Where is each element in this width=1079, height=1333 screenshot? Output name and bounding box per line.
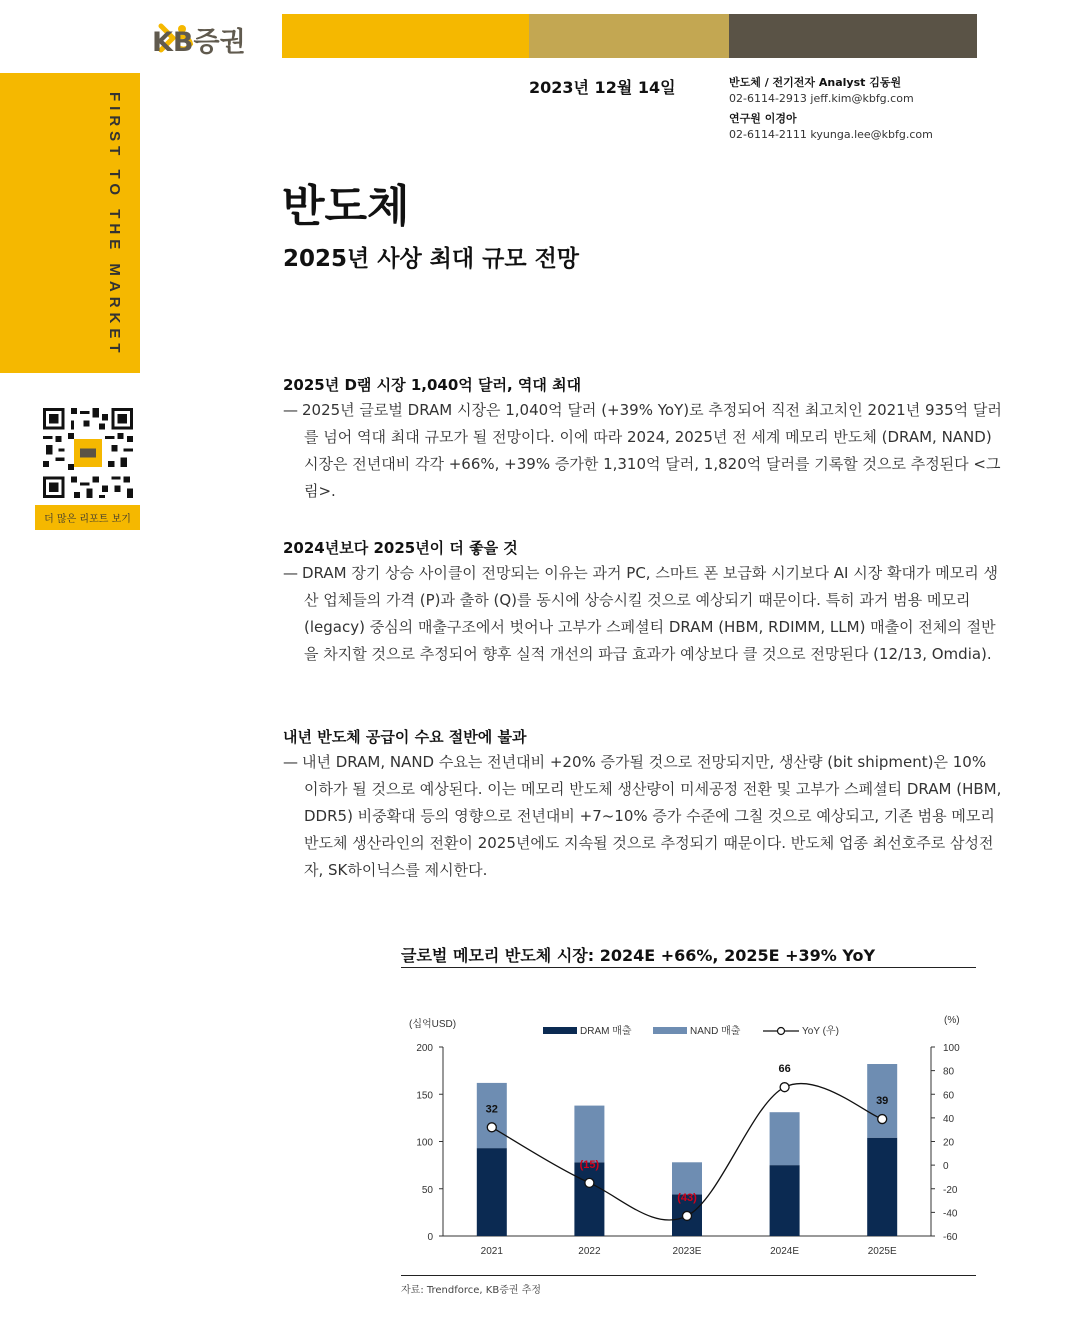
right-tick-label: -40 xyxy=(943,1208,958,1220)
right-tick-label: 60 xyxy=(943,1090,955,1102)
researcher-contact[interactable]: 02-6114-2111 kyunga.lee@kbfg.com xyxy=(729,128,933,141)
header-band-gold xyxy=(529,14,729,58)
dram-bar-2022 xyxy=(574,1162,604,1236)
researcher-title: 연구원 이경아 xyxy=(729,112,797,125)
nand-bar-2021 xyxy=(477,1083,507,1148)
left-tick-label: 100 xyxy=(416,1137,433,1149)
yoy-point-2025E xyxy=(878,1115,887,1124)
more-reports-button[interactable]: 더 많은 리포트 보기 xyxy=(35,505,140,530)
yoy-point-2024E xyxy=(780,1083,789,1092)
figure-title: 글로벌 메모리 반도체 시장: 2024E +66%, 2025E +39% YoY xyxy=(401,946,876,965)
left-tick-label: 0 xyxy=(427,1232,433,1243)
left-tick-label: 200 xyxy=(416,1043,433,1054)
right-tick-label: 20 xyxy=(943,1137,955,1149)
nand-bar-2023E xyxy=(672,1162,702,1194)
report-subtitle: 2025년 사상 최대 규모 전망 xyxy=(283,246,580,272)
yoy-point-2023E xyxy=(683,1211,692,1220)
x-tick-label: 2025E xyxy=(867,1246,897,1257)
yoy-label-2025E: 39 xyxy=(876,1095,889,1108)
report-title: 반도체 xyxy=(282,181,410,232)
section-body-2: — DRAM 장기 상승 사이클이 전망되는 이유는 과거 PC, 스마트 폰 보급화 시기보다 AI 시장 확대가 메모리 생산 업체들의 가격 (P)과 출하 (Q)를 동시에 상승시킬 것으로 예상되기 때문이다. 특히 과거 범용 메모리 (legacy) 중심의 매출구조에서 벗어나 고부가 스페셜티 DRAM (HBM, RDIMM, LLM) 매출이 전체의 절반을 차지할 것으로 추정되어 향후 실적 개선의 파급 효과가 예상보다 클 것으로 전망된다 (12/13, Omdia). xyxy=(283,564,998,663)
yoy-point-2021 xyxy=(487,1123,496,1132)
legend-label-3: YoY (우) xyxy=(802,1026,839,1037)
right-tick-label: 100 xyxy=(943,1043,960,1054)
x-tick-label: 2022 xyxy=(578,1246,601,1257)
yoy-label-2023E: (43) xyxy=(677,1191,697,1204)
right-tick-label: -60 xyxy=(943,1232,958,1243)
yoy-label-2022: (15) xyxy=(579,1158,600,1171)
figure-bottom-rule xyxy=(401,1275,976,1276)
nand-bar-2022 xyxy=(574,1106,604,1163)
section-body-3: — 내년 DRAM, NAND 수요는 전년대비 +20% 증가될 것으로 전망되지만, 생산량 (bit shipment)은 10% 이하가 될 것으로 예상된다. 이는 메모리 반도체 생산량이 미세공정 전환 및 고부가 스페셜티 DRAM (HBM, DDR5) 비중확대 등의 영향으로 전년대비 +7~10% 증가 수준에 그칠 것으로 예상되고, 기존 범용 메모리 반도체 생산라인의 전환이 2025년에도 지속될 것으로 추정되기 때문이다. 반도체 업종 최선호주로 삼성전자, SK하이닉스를 제시한다. xyxy=(283,753,1002,879)
right-tick-label: -20 xyxy=(943,1184,958,1196)
header-band-yellow xyxy=(282,14,529,58)
yoy-label-2024E: 66 xyxy=(778,1063,791,1076)
analyst-title: 반도체 / 전기전자 Analyst 김동원 xyxy=(729,76,902,89)
section-body-1: — 2025년 글로벌 DRAM 시장은 1,040억 달러 (+39% YoY)로 추정되어 직전 최고치인 2021년 935억 달러를 넘어 역대 최대 규모가 될 전망이다. 이에 따라 2024, 2025년 전 세계 메모리 반도체 (DRAM, NAND) 시장은 전년대비 각각 +66%, +39% 증가한 1,310억 달러, 1,820억 달러를 기록할 것으로 추정된다 <그림>. xyxy=(283,401,1002,500)
section-heading-3: 내년 반도체 공급이 수요 절반에 불과 xyxy=(283,728,527,746)
header-band-dark xyxy=(729,14,977,58)
left-tick-label: 50 xyxy=(421,1184,433,1196)
yoy-label-2021: 32 xyxy=(485,1103,498,1116)
figure-top-rule xyxy=(401,967,976,968)
dram-bar-2021 xyxy=(477,1148,507,1236)
analyst-contact[interactable]: 02-6114-2913 jeff.kim@kbfg.com xyxy=(729,92,914,105)
legend-label-2: NAND 매출 xyxy=(690,1026,741,1037)
report-date: 2023년 12월 14일 xyxy=(529,78,676,97)
legend-marker xyxy=(778,1028,785,1035)
x-tick-label: 2024E xyxy=(770,1246,800,1257)
x-tick-label: 2021 xyxy=(480,1246,503,1257)
section-text-3: 내년 DRAM, NAND 수요는 전년대비 +20% 증가될 것으로 전망되지만, 생산량 (bit shipment)은 10% 이하가 될 것으로 예상된다. 이는 메모리 반도체 생산량이 미세공정 전환 및 고부가 스페셜티 DRAM (HBM, DDR5) 비중확대 등의 영향으로 전년대비 +7~10% 증가 수준에 그칠 것으로 예상되고, 기존 범용 메모리 반도체 생산라인의 전환이 2025년에도 지속될 것으로 추정되기 때문이다. 반도체 업종 최선호주로 삼성전자, SK하이닉스를 제시한다. xyxy=(302,753,1002,879)
section-heading-1: 2025년 D램 시장 1,040억 달러, 역대 최대 xyxy=(283,376,582,394)
right-tick-label: 0 xyxy=(943,1161,949,1173)
memory-market-chart xyxy=(401,1000,976,1268)
right-tick-label: 80 xyxy=(943,1066,955,1078)
legend-swatch-1 xyxy=(543,1027,577,1034)
legend-label-1: DRAM 매출 xyxy=(580,1026,632,1037)
qr-code-icon[interactable] xyxy=(43,408,133,498)
right-axis-unit: (%) xyxy=(944,1015,960,1026)
legend-swatch-2 xyxy=(653,1027,687,1034)
left-axis-unit: (십억USD) xyxy=(409,1019,457,1030)
right-tick-label: 40 xyxy=(943,1113,955,1125)
sidebar-slogan: FIRST TO THE MARKET xyxy=(106,92,123,358)
dram-bar-2024E xyxy=(770,1165,800,1236)
yoy-point-2022 xyxy=(585,1178,594,1187)
section-text-2: DRAM 장기 상승 사이클이 전망되는 이유는 과거 PC, 스마트 폰 보급화 시기보다 AI 시장 확대가 메모리 생산 업체들의 가격 (P)과 출하 (Q)를 동시에 상승시킬 것으로 예상되기 때문이다. 특히 과거 범용 메모리 (legacy) 중심의 매출구조에서 벗어나 고부가 스페셜티 DRAM (HBM, RDIMM, LLM) 매출이 전체의 절반을 차지할 것으로 추정되어 향후 실적 개선의 파급 효과가 예상보다 클 것으로 전망된다 (12/13, Omdia). xyxy=(302,564,998,663)
nand-bar-2024E xyxy=(770,1112,800,1165)
dram-bar-2025E xyxy=(867,1138,897,1236)
left-tick-label: 150 xyxy=(416,1090,433,1102)
logo-text: KB증권 xyxy=(152,27,246,58)
x-tick-label: 2023E xyxy=(672,1246,702,1257)
figure-source: 자료: Trendforce, KB증권 추정 xyxy=(401,1285,542,1296)
section-text-1: 2025년 글로벌 DRAM 시장은 1,040억 달러 (+39% YoY)로 추정되어 직전 최고치인 2021년 935억 달러를 넘어 역대 최대 규모가 될 전망이다. 이에 따라 2024, 2025년 전 세계 메모리 반도체 (DRAM, NAND) 시장은 전년대비 각각 +66%, +39% 증가한 1,310억 달러, 1,820억 달러를 기록할 것으로 추정된다 <그림>. xyxy=(302,401,1002,500)
section-heading-2: 2024년보다 2025년이 더 좋을 것 xyxy=(283,539,518,557)
